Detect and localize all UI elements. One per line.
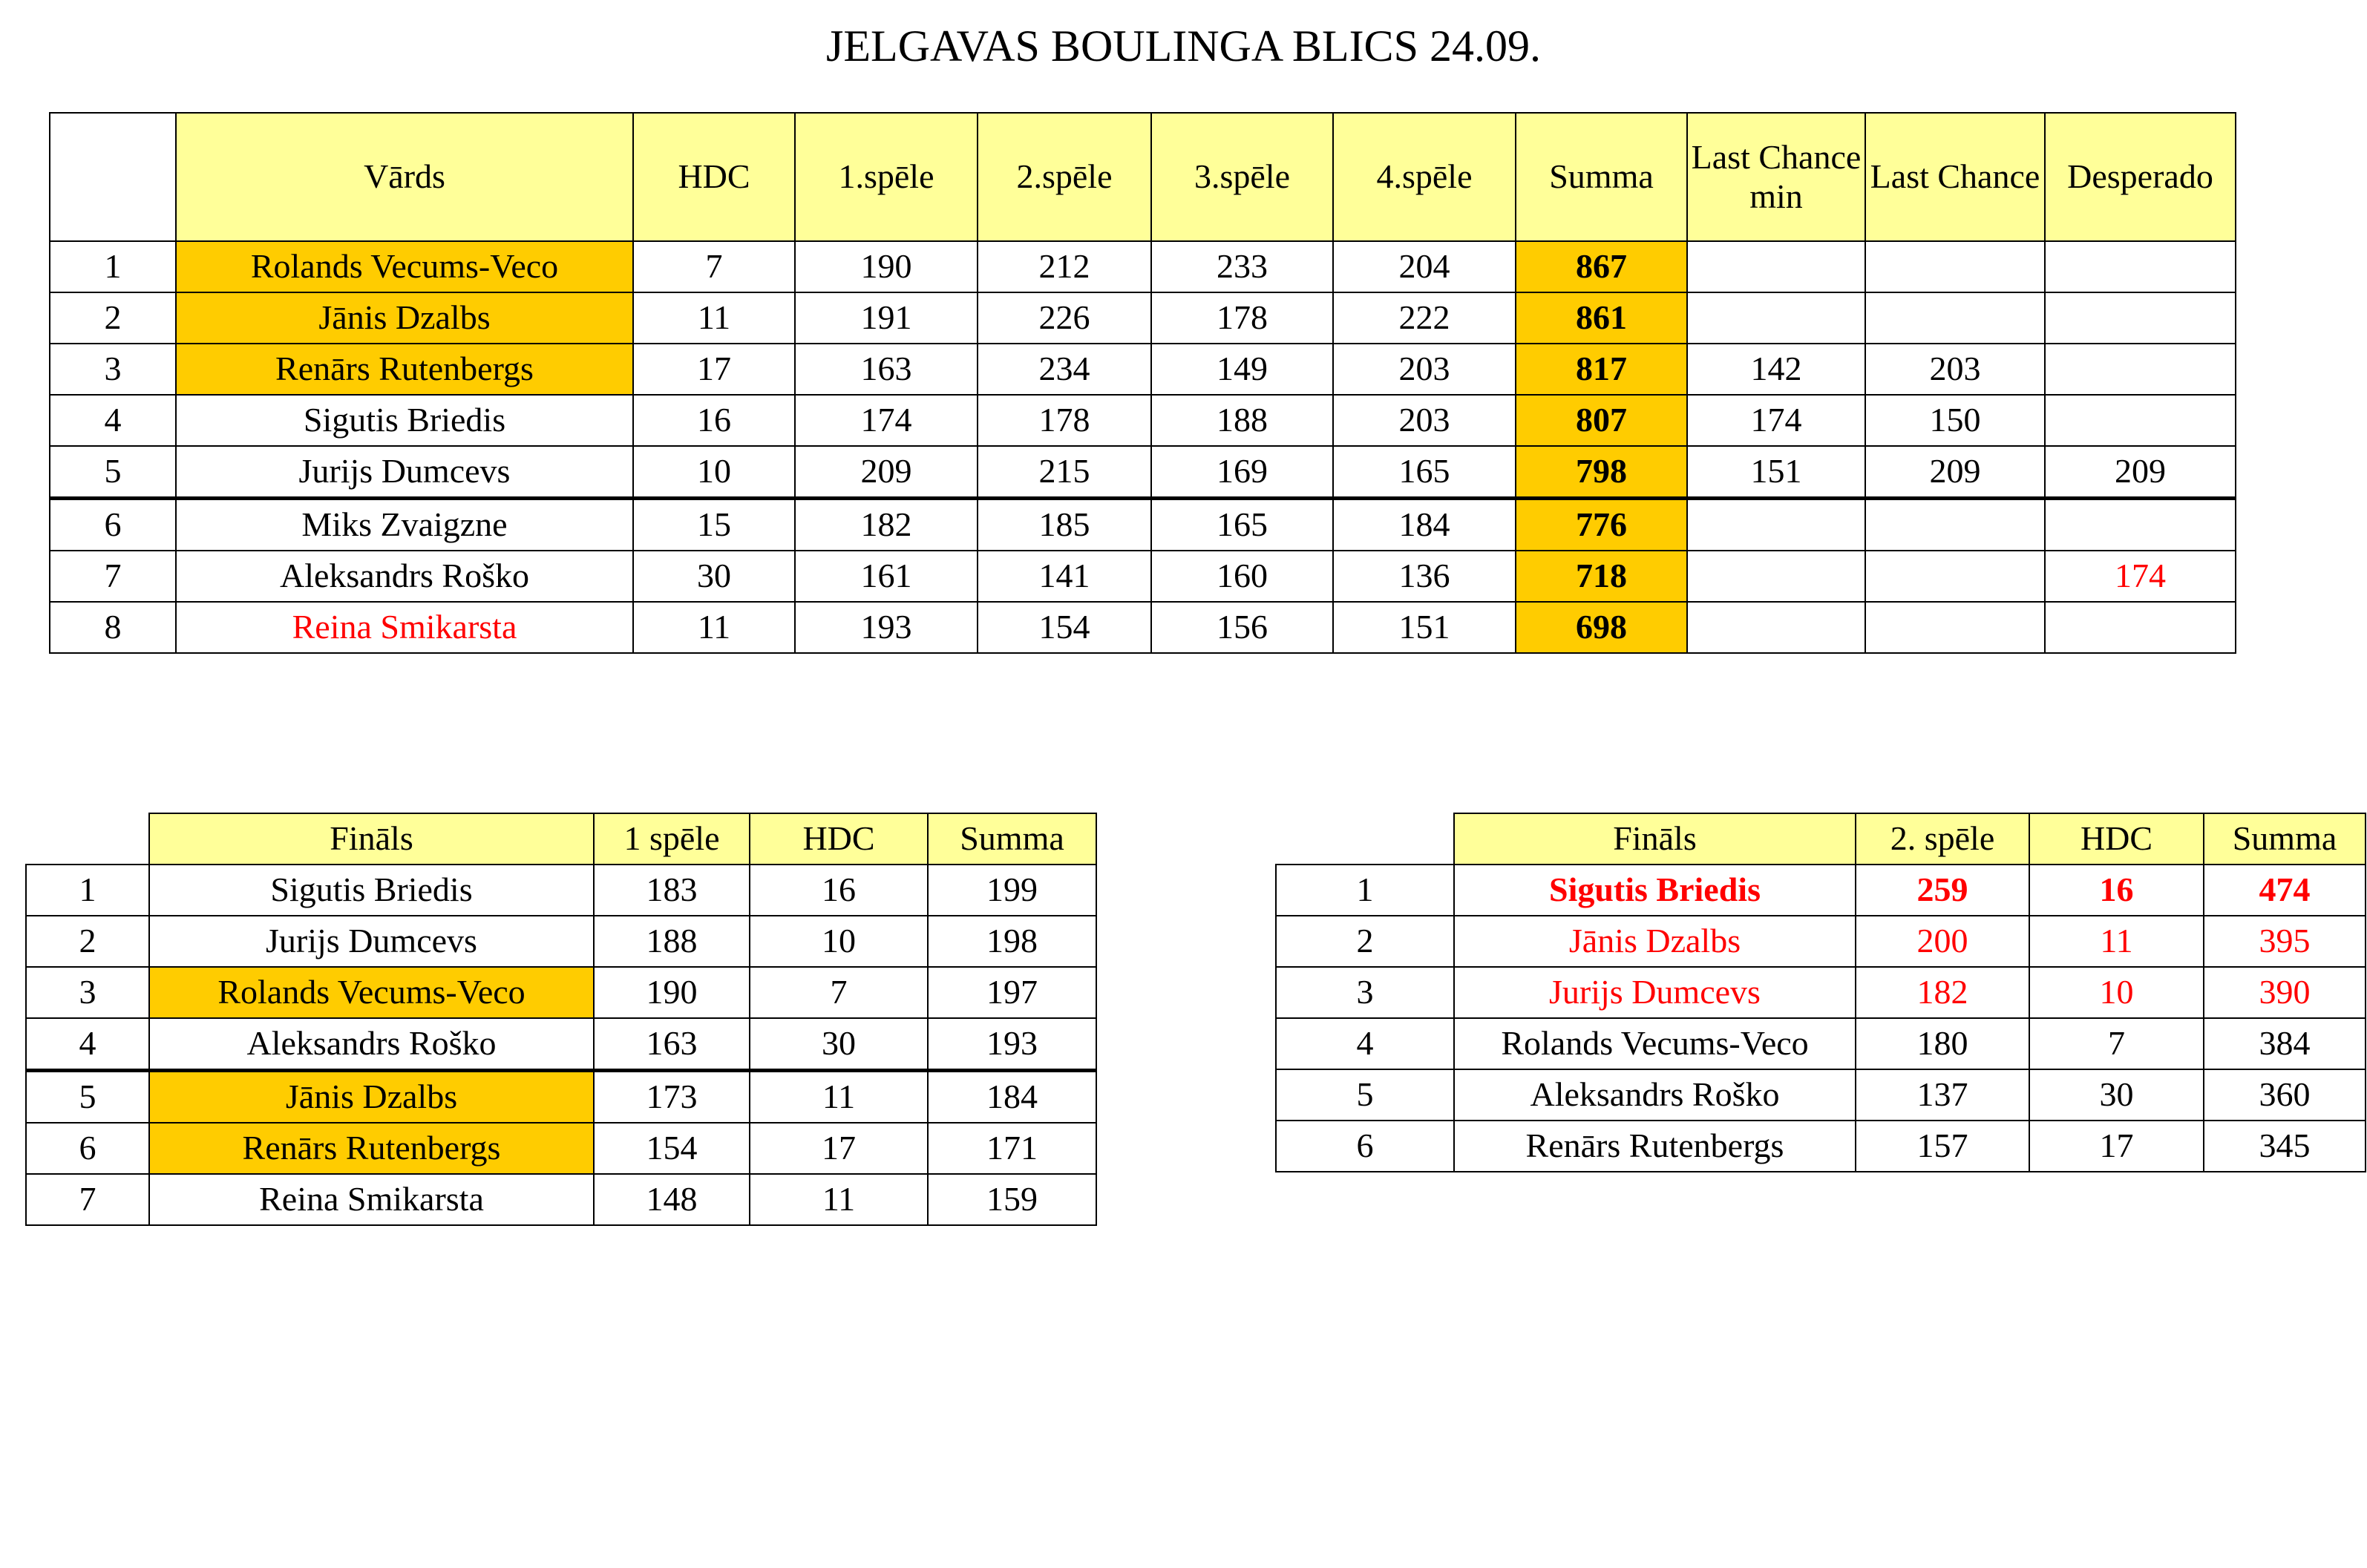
game2-cell: 178 bbox=[978, 395, 1151, 446]
last-chance-min-cell: 174 bbox=[1687, 395, 1865, 446]
sum-cell: 798 bbox=[1516, 446, 1687, 499]
place-cell: 5 bbox=[1276, 1069, 1454, 1121]
game1-cell: 182 bbox=[795, 499, 978, 551]
header-cell-name: Vārds bbox=[176, 113, 633, 241]
sum-cell: 159 bbox=[928, 1174, 1096, 1225]
desperado-cell bbox=[2045, 292, 2236, 344]
hdc-cell: 16 bbox=[750, 865, 928, 916]
game2-cell: 226 bbox=[978, 292, 1151, 344]
hdc-cell: 10 bbox=[2029, 967, 2204, 1018]
place-cell: 4 bbox=[50, 395, 176, 446]
last-chance-min-cell bbox=[1687, 551, 1865, 602]
game3-cell: 233 bbox=[1151, 241, 1333, 292]
game1-cell: 163 bbox=[795, 344, 978, 395]
sum-cell: 474 bbox=[2204, 865, 2366, 916]
game-cell: 188 bbox=[594, 916, 750, 967]
sum-cell: 776 bbox=[1516, 499, 1687, 551]
name-cell: Sigutis Briedis bbox=[149, 865, 594, 916]
last-chance-cell bbox=[1865, 241, 2045, 292]
game4-cell: 203 bbox=[1333, 344, 1516, 395]
hdc-cell: 11 bbox=[750, 1071, 928, 1123]
hdc-cell: 30 bbox=[2029, 1069, 2204, 1121]
game4-cell: 184 bbox=[1333, 499, 1516, 551]
sum-cell: 817 bbox=[1516, 344, 1687, 395]
name-cell: Jānis Dzalbs bbox=[1454, 916, 1856, 967]
table-row bbox=[50, 395, 2236, 446]
game4-cell: 204 bbox=[1333, 241, 1516, 292]
last-chance-min-cell: 151 bbox=[1687, 446, 1865, 499]
game3-cell: 188 bbox=[1151, 395, 1333, 446]
header-cell-game: 2. spēle bbox=[1856, 813, 2029, 865]
sum-cell: 184 bbox=[928, 1071, 1096, 1123]
header-cell-sum: Summa bbox=[928, 813, 1096, 865]
place-cell: 7 bbox=[50, 551, 176, 602]
game-cell: 163 bbox=[594, 1018, 750, 1071]
name-cell: Reina Smikarsta bbox=[176, 602, 633, 653]
header-cell-blank bbox=[26, 813, 149, 865]
place-cell: 2 bbox=[1276, 916, 1454, 967]
qualification-header-row bbox=[50, 113, 2236, 241]
place-cell: 2 bbox=[26, 916, 149, 967]
table-row bbox=[1276, 865, 2366, 916]
hdc-cell: 16 bbox=[633, 395, 795, 446]
game-cell: 259 bbox=[1856, 865, 2029, 916]
game-cell: 137 bbox=[1856, 1069, 2029, 1121]
place-cell: 4 bbox=[26, 1018, 149, 1071]
place-cell: 5 bbox=[50, 446, 176, 499]
game-cell: 200 bbox=[1856, 916, 2029, 967]
place-cell: 6 bbox=[50, 499, 176, 551]
game4-cell: 222 bbox=[1333, 292, 1516, 344]
desperado-cell bbox=[2045, 241, 2236, 292]
last-chance-cell: 150 bbox=[1865, 395, 2045, 446]
game1-cell: 174 bbox=[795, 395, 978, 446]
header-cell-desperado: Desperado bbox=[2045, 113, 2236, 241]
game2-cell: 185 bbox=[978, 499, 1151, 551]
game4-cell: 151 bbox=[1333, 602, 1516, 653]
name-cell: Jurijs Dumcevs bbox=[1454, 967, 1856, 1018]
final-game1-table bbox=[25, 813, 1097, 1226]
place-cell: 1 bbox=[26, 865, 149, 916]
table-row bbox=[1276, 967, 2366, 1018]
game-cell: 173 bbox=[594, 1071, 750, 1123]
header-cell-last-chance-min: Last Chance min bbox=[1687, 113, 1865, 241]
place-cell: 3 bbox=[1276, 967, 1454, 1018]
sum-cell: 390 bbox=[2204, 967, 2366, 1018]
place-cell: 7 bbox=[26, 1174, 149, 1225]
sum-cell: 807 bbox=[1516, 395, 1687, 446]
name-cell: Jānis Dzalbs bbox=[149, 1071, 594, 1123]
sum-cell: 698 bbox=[1516, 602, 1687, 653]
game3-cell: 169 bbox=[1151, 446, 1333, 499]
header-cell-hdc: HDC bbox=[750, 813, 928, 865]
last-chance-min-cell bbox=[1687, 241, 1865, 292]
sum-cell: 198 bbox=[928, 916, 1096, 967]
sum-cell: 867 bbox=[1516, 241, 1687, 292]
place-cell: 6 bbox=[26, 1123, 149, 1174]
hdc-cell: 15 bbox=[633, 499, 795, 551]
last-chance-cell: 203 bbox=[1865, 344, 2045, 395]
table-row bbox=[26, 916, 1096, 967]
hdc-cell: 17 bbox=[750, 1123, 928, 1174]
game1-cell: 209 bbox=[795, 446, 978, 499]
header-cell-game2: 2.spēle bbox=[978, 113, 1151, 241]
table-row bbox=[1276, 1018, 2366, 1069]
last-chance-min-cell bbox=[1687, 602, 1865, 653]
game-cell: 148 bbox=[594, 1174, 750, 1225]
name-cell: Aleksandrs Roško bbox=[176, 551, 633, 602]
name-cell: Sigutis Briedis bbox=[1454, 865, 1856, 916]
name-cell: Rolands Vecums-Veco bbox=[1454, 1018, 1856, 1069]
game1-cell: 193 bbox=[795, 602, 978, 653]
game3-cell: 178 bbox=[1151, 292, 1333, 344]
game1-cell: 191 bbox=[795, 292, 978, 344]
game1-cell: 190 bbox=[795, 241, 978, 292]
hdc-cell: 7 bbox=[750, 967, 928, 1018]
last-chance-min-cell bbox=[1687, 292, 1865, 344]
hdc-cell: 17 bbox=[633, 344, 795, 395]
table-row bbox=[50, 551, 2236, 602]
table-row bbox=[1276, 1121, 2366, 1172]
hdc-cell: 17 bbox=[2029, 1121, 2204, 1172]
last-chance-cell bbox=[1865, 292, 2045, 344]
game4-cell: 136 bbox=[1333, 551, 1516, 602]
table-row bbox=[26, 1123, 1096, 1174]
name-cell: Reina Smikarsta bbox=[149, 1174, 594, 1225]
desperado-cell: 174 bbox=[2045, 551, 2236, 602]
name-cell: Renārs Rutenbergs bbox=[176, 344, 633, 395]
place-cell: 1 bbox=[50, 241, 176, 292]
header-cell-final: Fināls bbox=[149, 813, 594, 865]
game3-cell: 160 bbox=[1151, 551, 1333, 602]
game-cell: 154 bbox=[594, 1123, 750, 1174]
place-cell: 5 bbox=[26, 1071, 149, 1123]
game4-cell: 203 bbox=[1333, 395, 1516, 446]
header-cell-last-chance: Last Chance bbox=[1865, 113, 2045, 241]
table-row bbox=[50, 602, 2236, 653]
table-row bbox=[50, 292, 2236, 344]
game-cell: 190 bbox=[594, 967, 750, 1018]
header-cell-final: Fināls bbox=[1454, 813, 1856, 865]
header-cell-game4: 4.spēle bbox=[1333, 113, 1516, 241]
hdc-cell: 11 bbox=[750, 1174, 928, 1225]
hdc-cell: 7 bbox=[633, 241, 795, 292]
header-cell-hdc: HDC bbox=[2029, 813, 2204, 865]
header-cell-game: 1 spēle bbox=[594, 813, 750, 865]
hdc-cell: 30 bbox=[750, 1018, 928, 1071]
sum-cell: 861 bbox=[1516, 292, 1687, 344]
sum-cell: 199 bbox=[928, 865, 1096, 916]
name-cell: Aleksandrs Roško bbox=[1454, 1069, 1856, 1121]
last-chance-cell bbox=[1865, 551, 2045, 602]
hdc-cell: 11 bbox=[633, 292, 795, 344]
last-chance-min-cell bbox=[1687, 499, 1865, 551]
name-cell: Aleksandrs Roško bbox=[149, 1018, 594, 1071]
table-row bbox=[50, 446, 2236, 499]
final2-header-row bbox=[1276, 813, 2366, 865]
place-cell: 3 bbox=[26, 967, 149, 1018]
table-row bbox=[26, 967, 1096, 1018]
game2-cell: 234 bbox=[978, 344, 1151, 395]
hdc-cell: 10 bbox=[750, 916, 928, 967]
header-cell-sum: Summa bbox=[1516, 113, 1687, 241]
table-row bbox=[50, 241, 2236, 292]
sum-cell: 360 bbox=[2204, 1069, 2366, 1121]
hdc-cell: 11 bbox=[2029, 916, 2204, 967]
header-cell-blank bbox=[1276, 813, 1454, 865]
game3-cell: 149 bbox=[1151, 344, 1333, 395]
game2-cell: 141 bbox=[978, 551, 1151, 602]
table-row bbox=[50, 344, 2236, 395]
desperado-cell bbox=[2045, 499, 2236, 551]
header-cell-game3: 3.spēle bbox=[1151, 113, 1333, 241]
hdc-cell: 11 bbox=[633, 602, 795, 653]
last-chance-cell: 209 bbox=[1865, 446, 2045, 499]
last-chance-cell bbox=[1865, 602, 2045, 653]
game-cell: 182 bbox=[1856, 967, 2029, 1018]
name-cell: Rolands Vecums-Veco bbox=[176, 241, 633, 292]
sum-cell: 395 bbox=[2204, 916, 2366, 967]
sum-cell: 345 bbox=[2204, 1121, 2366, 1172]
header-cell-sum: Summa bbox=[2204, 813, 2366, 865]
page-title: JELGAVAS BOULINGA BLICS 24.09. bbox=[826, 22, 1541, 70]
desperado-cell bbox=[2045, 602, 2236, 653]
table-row bbox=[26, 1174, 1096, 1225]
header-cell-hdc: HDC bbox=[633, 113, 795, 241]
table-row bbox=[50, 499, 2236, 551]
name-cell: Renārs Rutenbergs bbox=[149, 1123, 594, 1174]
name-cell: Jānis Dzalbs bbox=[176, 292, 633, 344]
final-game2-table bbox=[1275, 813, 2366, 1172]
hdc-cell: 10 bbox=[633, 446, 795, 499]
table-row bbox=[1276, 916, 2366, 967]
name-cell: Jurijs Dumcevs bbox=[176, 446, 633, 499]
final1-header-row bbox=[26, 813, 1096, 865]
sum-cell: 384 bbox=[2204, 1018, 2366, 1069]
place-cell: 8 bbox=[50, 602, 176, 653]
name-cell: Sigutis Briedis bbox=[176, 395, 633, 446]
game3-cell: 156 bbox=[1151, 602, 1333, 653]
header-cell-place bbox=[50, 113, 176, 241]
game-cell: 157 bbox=[1856, 1121, 2029, 1172]
table-row bbox=[26, 1071, 1096, 1123]
place-cell: 3 bbox=[50, 344, 176, 395]
game3-cell: 165 bbox=[1151, 499, 1333, 551]
name-cell: Jurijs Dumcevs bbox=[149, 916, 594, 967]
game-cell: 180 bbox=[1856, 1018, 2029, 1069]
sum-cell: 193 bbox=[928, 1018, 1096, 1071]
name-cell: Rolands Vecums-Veco bbox=[149, 967, 594, 1018]
sum-cell: 718 bbox=[1516, 551, 1687, 602]
game1-cell: 161 bbox=[795, 551, 978, 602]
desperado-cell bbox=[2045, 344, 2236, 395]
place-cell: 4 bbox=[1276, 1018, 1454, 1069]
game2-cell: 212 bbox=[978, 241, 1151, 292]
desperado-cell bbox=[2045, 395, 2236, 446]
table-row bbox=[1276, 1069, 2366, 1121]
header-cell-game1: 1.spēle bbox=[795, 113, 978, 241]
hdc-cell: 16 bbox=[2029, 865, 2204, 916]
table-row bbox=[26, 865, 1096, 916]
desperado-cell: 209 bbox=[2045, 446, 2236, 499]
last-chance-cell bbox=[1865, 499, 2045, 551]
hdc-cell: 7 bbox=[2029, 1018, 2204, 1069]
name-cell: Miks Zvaigzne bbox=[176, 499, 633, 551]
game-cell: 183 bbox=[594, 865, 750, 916]
place-cell: 2 bbox=[50, 292, 176, 344]
name-cell: Renārs Rutenbergs bbox=[1454, 1121, 1856, 1172]
game2-cell: 154 bbox=[978, 602, 1151, 653]
table-row bbox=[26, 1018, 1096, 1071]
place-cell: 6 bbox=[1276, 1121, 1454, 1172]
game2-cell: 215 bbox=[978, 446, 1151, 499]
place-cell: 1 bbox=[1276, 865, 1454, 916]
qualification-table bbox=[49, 112, 2236, 654]
hdc-cell: 30 bbox=[633, 551, 795, 602]
game4-cell: 165 bbox=[1333, 446, 1516, 499]
sum-cell: 171 bbox=[928, 1123, 1096, 1174]
sum-cell: 197 bbox=[928, 967, 1096, 1018]
last-chance-min-cell: 142 bbox=[1687, 344, 1865, 395]
